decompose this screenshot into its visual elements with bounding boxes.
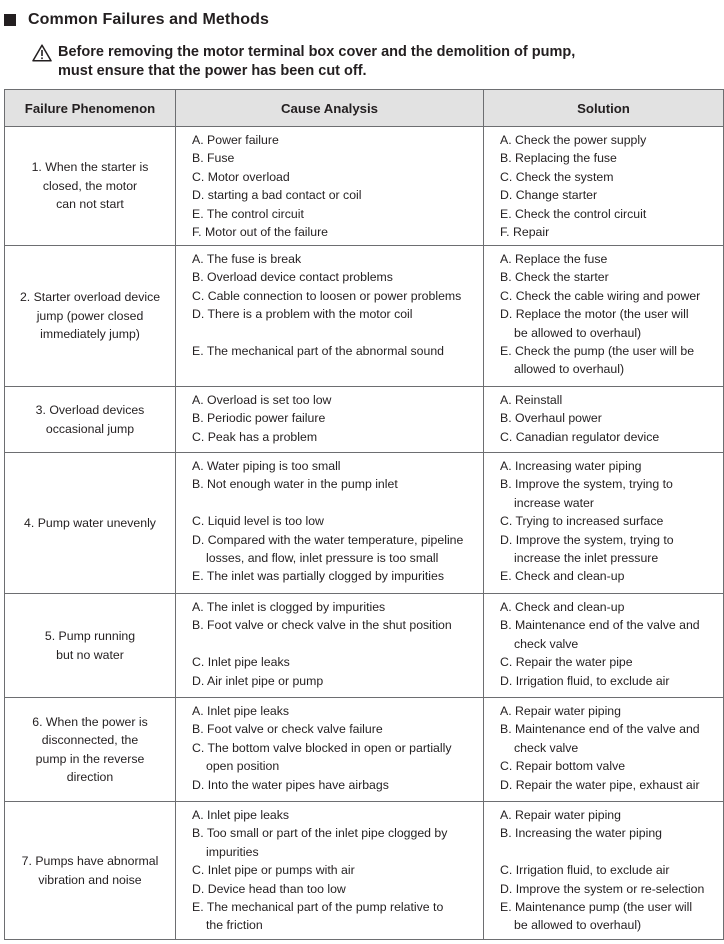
solution-item: allowed to overhaul) bbox=[514, 362, 625, 377]
solution-item: A. Repair water piping bbox=[500, 704, 621, 718]
cause-item: B. Too small or part of the inlet pipe clogged by bbox=[192, 826, 448, 841]
failure-phenomenon bbox=[5, 698, 176, 802]
warning-line: must ensure that the power has been cut off. bbox=[58, 63, 367, 79]
cause-item: D. Device head than too low bbox=[192, 881, 346, 896]
solution-item: D. Change starter bbox=[500, 188, 598, 203]
cause-analysis bbox=[176, 594, 484, 698]
phenomenon-line: but no water bbox=[56, 647, 124, 662]
cause-item: B. Foot valve or check valve failure bbox=[192, 722, 383, 737]
phenomenon-line: can not start bbox=[56, 197, 124, 212]
cause-item: A. The fuse is break bbox=[192, 252, 302, 266]
solution-item: C. Check the system bbox=[500, 169, 614, 184]
cause-item: B. Not enough water in the pump inlet bbox=[192, 477, 398, 492]
solution-item: C. Check the cable wiring and power bbox=[500, 288, 701, 303]
solution-item: E. Check and clean-up bbox=[500, 569, 625, 584]
solution-item: increase water bbox=[514, 495, 594, 510]
cause-item: B. Periodic power failure bbox=[192, 411, 326, 426]
solution-item: D. Repair the water pipe, exhaust air bbox=[500, 777, 700, 792]
solution-item: C. Trying to increased surface bbox=[500, 514, 664, 529]
cause-item: A. The inlet is clogged by impurities bbox=[192, 600, 386, 614]
warning-notice bbox=[32, 43, 712, 81]
solution-item: A. Check the power supply bbox=[500, 133, 647, 147]
table-row bbox=[5, 453, 724, 594]
table-row bbox=[5, 127, 724, 246]
failure-phenomenon bbox=[5, 594, 176, 698]
failure-phenomenon bbox=[5, 127, 176, 246]
cause-item: B. Fuse bbox=[192, 151, 235, 166]
cause-item: A. Inlet pipe leaks bbox=[192, 704, 290, 718]
failure-phenomenon bbox=[5, 246, 176, 387]
solution bbox=[484, 453, 724, 594]
solution-item: D. Irrigation fluid, to exclude air bbox=[500, 673, 670, 688]
phenomenon-line: pump in the reverse bbox=[35, 751, 145, 766]
phenomenon-line: 1. When the starter is bbox=[31, 160, 149, 175]
phenomenon-line: immediately jump) bbox=[40, 327, 140, 342]
cause-item: D. Air inlet pipe or pump bbox=[192, 673, 324, 688]
cause-item: C. Cable connection to loosen or power problems bbox=[192, 288, 462, 303]
solution-item: C. Repair bottom valve bbox=[500, 759, 626, 774]
solution-item: C. Irrigation fluid, to exclude air bbox=[500, 863, 670, 878]
solution-item: D. Improve the system or re-selection bbox=[500, 881, 705, 896]
solution-item: be allowed to overhaul) bbox=[514, 325, 642, 340]
solution-item: A. Repair water piping bbox=[500, 808, 621, 822]
solution bbox=[484, 387, 724, 453]
spacer bbox=[192, 494, 479, 512]
table-row bbox=[5, 698, 724, 802]
solution bbox=[484, 802, 724, 940]
phenomenon-line: vibration and noise bbox=[38, 872, 142, 887]
spacer bbox=[500, 843, 719, 861]
bullet-square-icon bbox=[4, 14, 16, 26]
cause-item: E. The inlet was partially clogged by impurities bbox=[192, 569, 444, 584]
failures-table bbox=[4, 89, 724, 940]
solution-item: B. Increasing the water piping bbox=[500, 826, 663, 841]
cause-item: impurities bbox=[206, 844, 259, 859]
section-header bbox=[4, 9, 269, 31]
solution-item: E. Check the pump (the user will be bbox=[500, 344, 695, 359]
solution-item: D. Improve the system, trying to bbox=[500, 532, 674, 547]
solution-item: B. Improve the system, trying to bbox=[500, 477, 673, 492]
solution-item: A. Check and clean-up bbox=[500, 600, 625, 614]
cause-analysis bbox=[176, 127, 484, 246]
solution-item: A. Replace the fuse bbox=[500, 252, 608, 266]
phenomenon-line: closed, the motor bbox=[42, 178, 138, 193]
cause-item: C. Inlet pipe or pumps with air bbox=[192, 863, 355, 878]
solution-item: B. Maintenance end of the valve and bbox=[500, 722, 700, 737]
cause-item: F. Motor out of the failure bbox=[192, 225, 329, 240]
column-header-solution: Solution bbox=[484, 90, 724, 127]
solution-item: A. Reinstall bbox=[500, 393, 563, 407]
cause-item: C. Motor overload bbox=[192, 169, 290, 184]
table-row bbox=[5, 594, 724, 698]
phenomenon-line: jump (power closed bbox=[36, 308, 144, 323]
solution-item: B. Replacing the fuse bbox=[500, 151, 617, 166]
cause-item: A. Inlet pipe leaks bbox=[192, 808, 290, 822]
phenomenon-line: 5. Pump running bbox=[44, 629, 136, 644]
phenomenon-line: disconnected, the bbox=[41, 733, 139, 748]
phenomenon-line: 4. Pump water unevenly bbox=[24, 515, 156, 530]
cause-item: the friction bbox=[206, 918, 263, 933]
spacer bbox=[192, 635, 479, 653]
phenomenon-line: 7. Pumps have abnormal bbox=[21, 854, 159, 869]
table-row bbox=[5, 802, 724, 940]
cause-item: E. The mechanical part of the abnormal sound bbox=[192, 344, 445, 359]
phenomenon-line: direction bbox=[66, 769, 114, 784]
cause-item: B. Foot valve or check valve in the shut position bbox=[192, 618, 452, 633]
solution-item: check valve bbox=[514, 636, 579, 651]
warning-text bbox=[58, 43, 575, 81]
cause-item: C. Liquid level is too low bbox=[192, 514, 324, 529]
cause-item: A. Overload is set too low bbox=[192, 393, 332, 407]
column-header-cause: Cause Analysis bbox=[176, 90, 484, 127]
cause-item: open position bbox=[206, 759, 280, 774]
cause-analysis bbox=[176, 387, 484, 453]
spacer bbox=[192, 324, 479, 342]
cause-item: A. Water piping is too small bbox=[192, 459, 341, 473]
cause-item: C. Peak has a problem bbox=[192, 429, 318, 444]
table-row bbox=[5, 246, 724, 387]
failure-phenomenon bbox=[5, 453, 176, 594]
cause-item: C. The bottom valve blocked in open or partially bbox=[192, 740, 452, 755]
solution-item: increase the inlet pressure bbox=[514, 551, 659, 566]
table-header-row bbox=[5, 90, 724, 127]
cause-analysis bbox=[176, 246, 484, 387]
solution-item: C. Repair the water pipe bbox=[500, 655, 633, 670]
column-header-phenomenon: Failure Phenomenon bbox=[5, 90, 176, 127]
cause-item: E. The control circuit bbox=[192, 206, 304, 221]
cause-item: D. Into the water pipes have airbags bbox=[192, 777, 389, 792]
cause-item: losses, and flow, inlet pressure is too small bbox=[206, 551, 439, 566]
solution-item: C. Canadian regulator device bbox=[500, 429, 660, 444]
solution bbox=[484, 127, 724, 246]
phenomenon-line: 2. Starter overload device bbox=[19, 290, 161, 305]
solution-item: be allowed to overhaul) bbox=[514, 918, 642, 933]
cause-item: C. Inlet pipe leaks bbox=[192, 655, 290, 670]
phenomenon-line: occasional jump bbox=[45, 421, 135, 436]
cause-analysis bbox=[176, 802, 484, 940]
solution-item: A. Increasing water piping bbox=[500, 459, 642, 473]
solution-item: B. Overhaul power bbox=[500, 411, 602, 426]
solution bbox=[484, 246, 724, 387]
cause-item: D. There is a problem with the motor coil bbox=[192, 307, 413, 322]
cause-item: D. Compared with the water temperature, pipeline bbox=[192, 532, 464, 547]
solution-item: E. Check the control circuit bbox=[500, 206, 647, 221]
cause-item: E. The mechanical part of the pump relative to bbox=[192, 900, 444, 915]
solution bbox=[484, 698, 724, 802]
warning-triangle-icon bbox=[32, 44, 52, 62]
solution-item: F. Repair bbox=[500, 225, 550, 240]
cause-item: D. starting a bad contact or coil bbox=[192, 188, 362, 203]
solution-item: D. Replace the motor (the user will bbox=[500, 307, 689, 322]
solution-item: check valve bbox=[514, 740, 579, 755]
solution-item: B. Maintenance end of the valve and bbox=[500, 618, 700, 633]
page-title: Common Failures and Methods bbox=[28, 11, 269, 28]
cause-analysis bbox=[176, 698, 484, 802]
solution bbox=[484, 594, 724, 698]
warning-line: Before removing the motor terminal box cover and the demolition of pump, bbox=[58, 44, 576, 60]
cause-item: A. Power failure bbox=[192, 133, 279, 147]
cause-analysis bbox=[176, 453, 484, 594]
failure-phenomenon bbox=[5, 387, 176, 453]
cause-item: B. Overload device contact problems bbox=[192, 270, 393, 285]
table-row bbox=[5, 387, 724, 453]
phenomenon-line: 6. When the power is bbox=[32, 714, 148, 729]
failure-phenomenon bbox=[5, 802, 176, 940]
solution-item: E. Maintenance pump (the user will bbox=[500, 900, 693, 915]
solution-item: B. Check the starter bbox=[500, 270, 609, 285]
phenomenon-line: 3. Overload devices bbox=[35, 403, 145, 418]
